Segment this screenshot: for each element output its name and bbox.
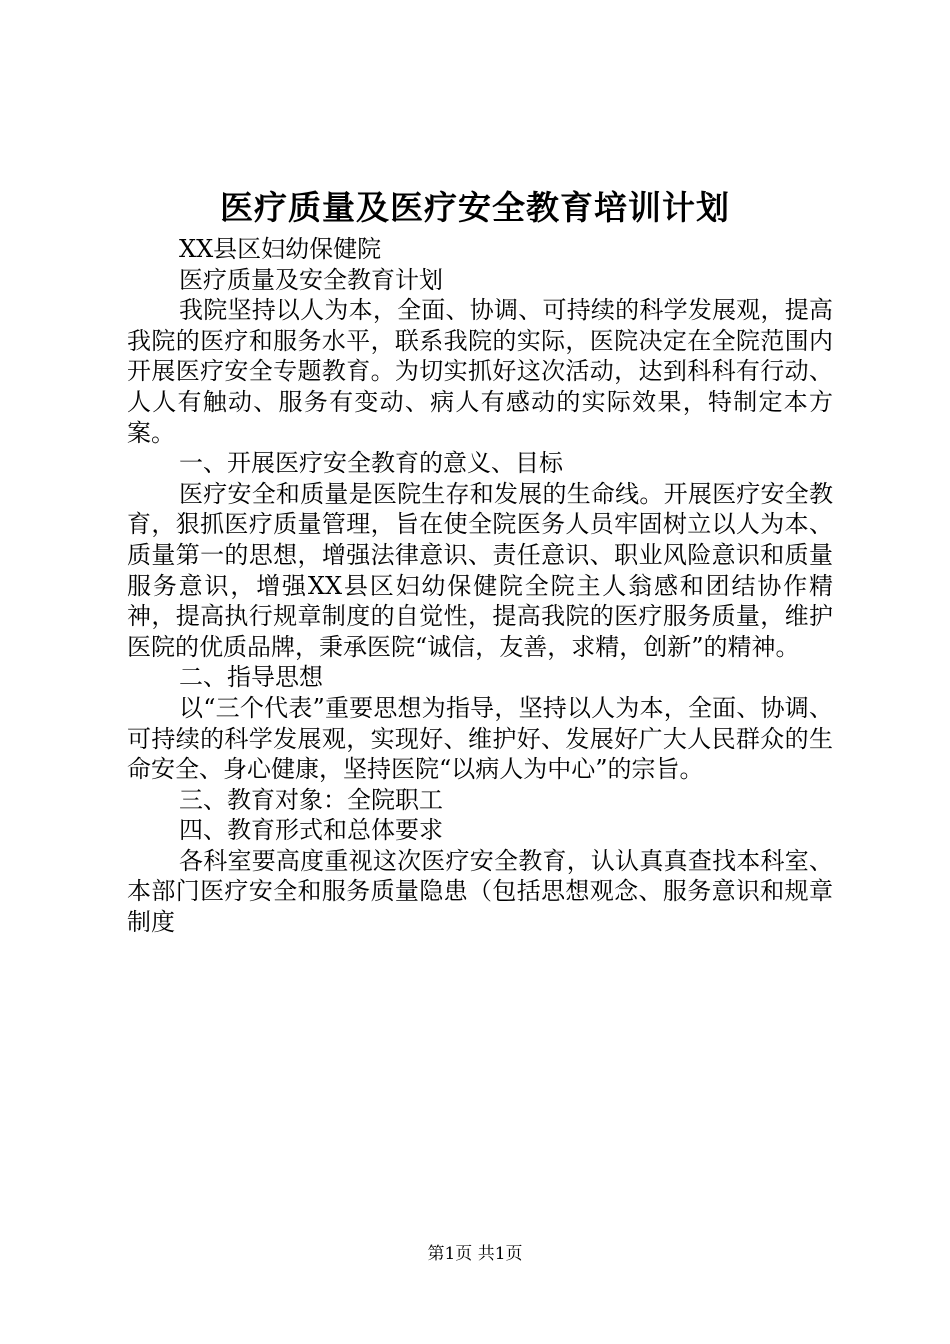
document-title: 医疗质量及医疗安全教育培训计划	[220, 188, 730, 227]
section-1-paragraph: 医疗安全和质量是医院生存和发展的生命线。开展医疗安全教育，狠抓医疗质量管理，旨在使全院医务人员牢固树立以人为本、质量第一的思想，增强法律意识、责任意识、职业风险意识和质量服务意识，增强XX县区妇幼保健院全院主人翁感和团结协作精神，提高执行规章制度的自觉性，提高我院的医疗服务质量，维护医院的优质品牌，秉承医院“诚信，友善，求精，创新”的精神。	[127, 479, 833, 661]
hospital-name: XX县区妇幼保健院	[179, 235, 382, 263]
section-4-paragraph: 各科室要高度重视这次医疗安全教育，认认真真查找本科室、本部门医疗安全和服务质量隐患（包括思想观念、服务意识和规章制度	[127, 846, 833, 937]
section-2-paragraph: 以“三个代表”重要思想为指导，坚持以人为本，全面、协调、可持续的科学发展观，实现好、维护好、发展好广大人民群众的生命安全、身心健康，坚持医院“以病人为中心”的宗旨。	[127, 693, 833, 784]
page-footer: 第1页 共1页	[427, 1244, 523, 1264]
section-heading-2: 二、指导思想	[179, 663, 323, 692]
document-body	[127, 234, 833, 938]
intro-paragraph: 我院坚持以人为本，全面、协调、可持续的科学发展观，提高我院的医疗和服务水平，联系我院的实际，医院决定在全院范围内开展医疗安全专题教育。为切实抓好这次活动，达到科科有行动、人人有触动、服务有变动、病人有感动的实际效果，特制定本方案。	[127, 296, 833, 447]
section-heading-1: 一、开展医疗安全教育的意义、目标	[179, 449, 563, 478]
plan-subtitle: 医疗质量及安全教育计划	[179, 265, 443, 294]
section-heading-4: 四、教育形式和总体要求	[179, 816, 443, 845]
section-heading-3: 三、教育对象：全院职工	[179, 785, 443, 814]
